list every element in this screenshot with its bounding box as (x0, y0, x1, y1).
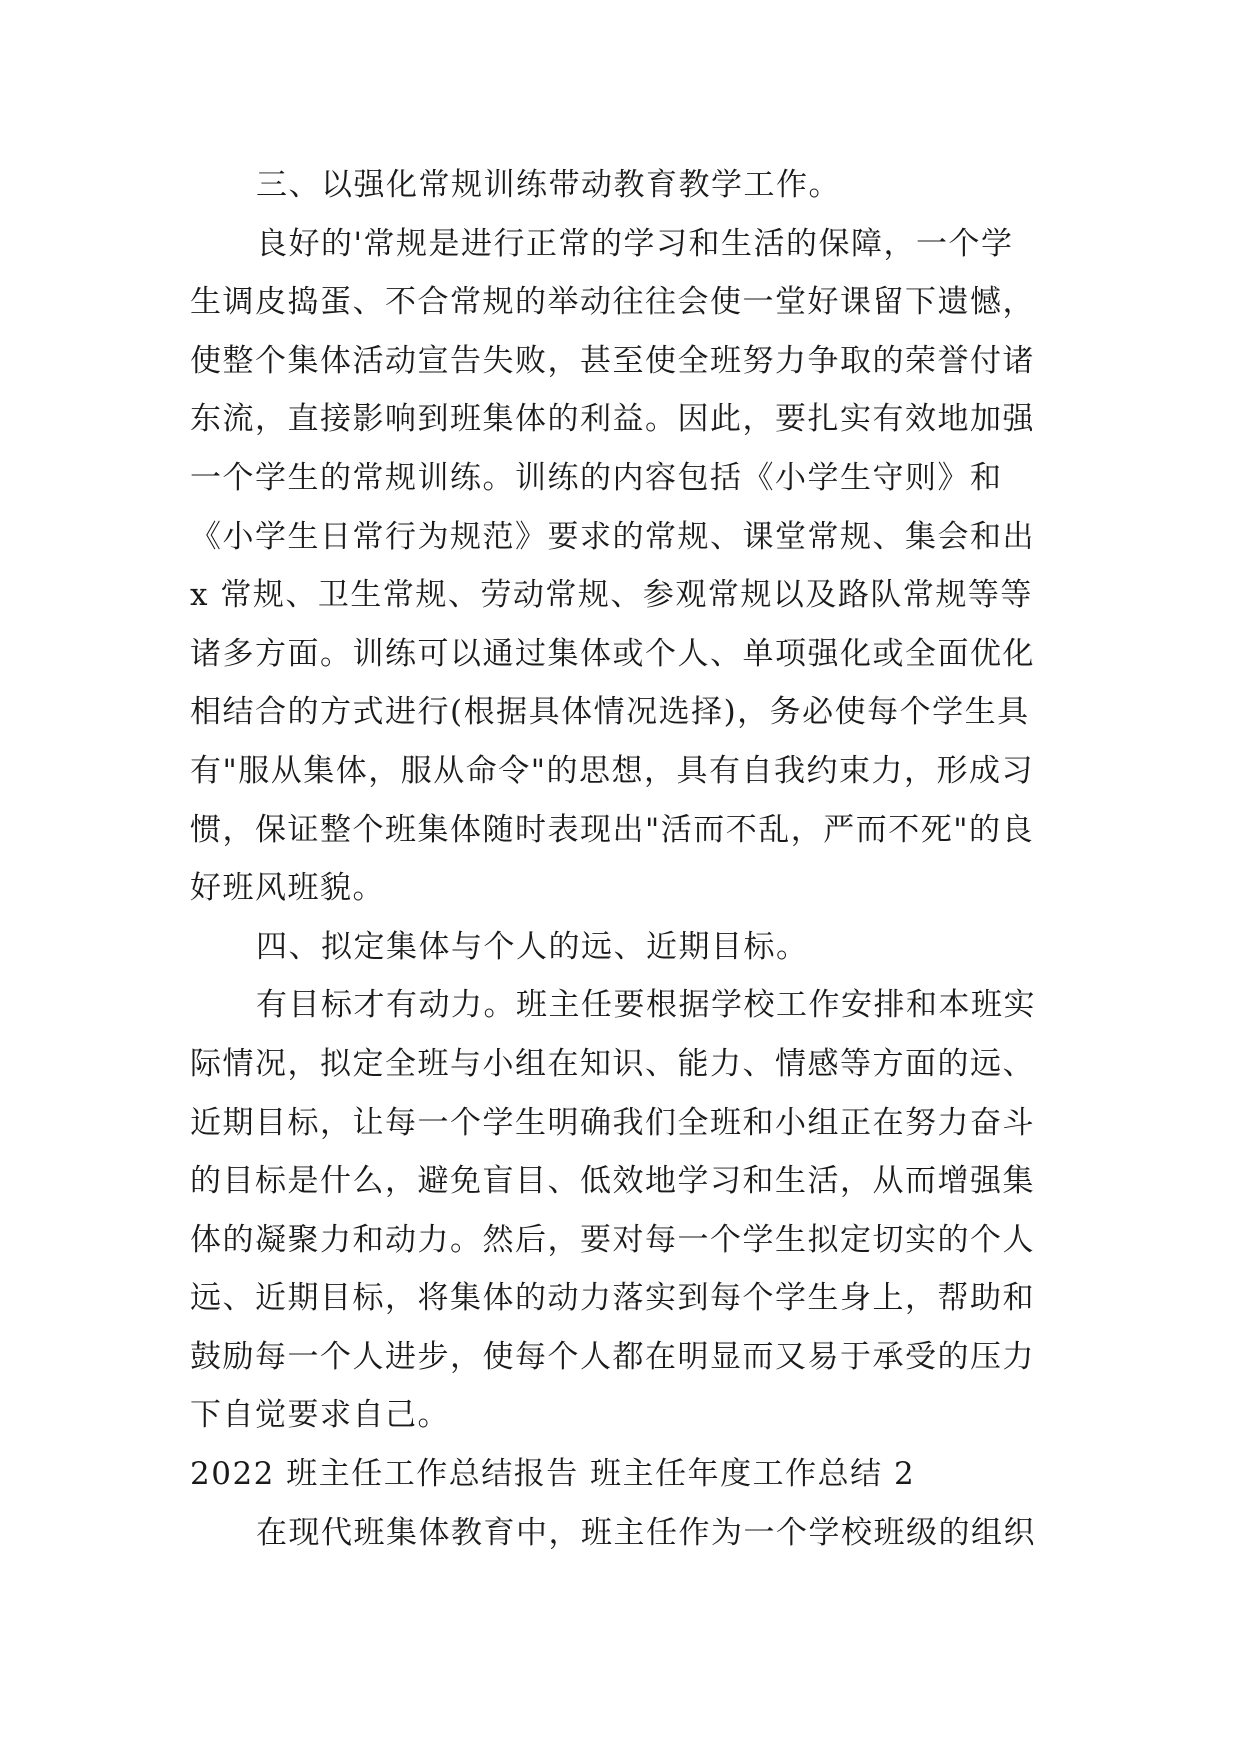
text-line: 东流，直接影响到班集体的利益。因此，要扎实有效地加强 (190, 401, 1035, 438)
text-line: 《小学生日常行为规范》要求的常规、课堂常规、集会和出 (190, 518, 1035, 555)
text-line: x 常规、卫生常规、劳动常规、参观常规以及路队常规等等 (190, 577, 1033, 614)
text-line: 惯，保证整个班集体随时表现出"活而不乱，严而不死"的良 (190, 811, 1035, 848)
text-line: 使整个集体活动宣告失败，甚至使全班努力争取的荣誉付诸 (190, 342, 1035, 379)
section-heading-4: 四、拟定集体与个人的远、近期目标。 (256, 928, 809, 965)
text-line: 鼓励每一个人进步，使每个人都在明显而又易于承受的压力 (190, 1338, 1035, 1375)
text-line: 的目标是什么，避免盲目、低效地学习和生活，从而增强集 (190, 1163, 1035, 1200)
text-line: 有"服从集体，服从命令"的思想，具有自我约束力，形成习 (190, 752, 1035, 789)
text-line: 好班风班貌。 (190, 870, 385, 907)
text-line: 良好的'常规是进行正常的学习和生活的保障，一个学 (256, 225, 1014, 262)
text-line: 下自觉要求自己。 (190, 1397, 450, 1434)
text-line: 相结合的方式进行(根据具体情况选择)，务必使每个学生具 (190, 694, 1030, 731)
text-line: 诸多方面。训练可以通过集体或个人、单项强化或全面优化 (190, 635, 1035, 672)
document-title: 2022 班主任工作总结报告 班主任年度工作总结 2 (190, 1456, 916, 1493)
section-heading-3: 三、以强化常规训练带动教育教学工作。 (256, 167, 841, 203)
text-line: 际情况，拟定全班与小组在知识、能力、情感等方面的远、 (190, 1045, 1035, 1082)
text-line: 生调皮捣蛋、不合常规的举动往往会使一堂好课留下遗憾， (190, 284, 1035, 321)
text-line: 近期目标，让每一个学生明确我们全班和小组正在努力奋斗 (190, 1104, 1035, 1141)
text-line: 远、近期目标，将集体的动力落实到每个学生身上，帮助和 (190, 1280, 1035, 1317)
text-line: 体的凝聚力和动力。然后，要对每一个学生拟定切实的个人 (190, 1221, 1035, 1258)
text-line: 在现代班集体教育中，班主任作为一个学校班级的组织 (256, 1514, 1036, 1551)
document-body (190, 156, 1070, 1562)
text-line: 有目标才有动力。班主任要根据学校工作安排和本班实 (256, 987, 1036, 1024)
text-line: 一个学生的常规训练。训练的内容包括《小学生守则》和 (190, 459, 1003, 496)
